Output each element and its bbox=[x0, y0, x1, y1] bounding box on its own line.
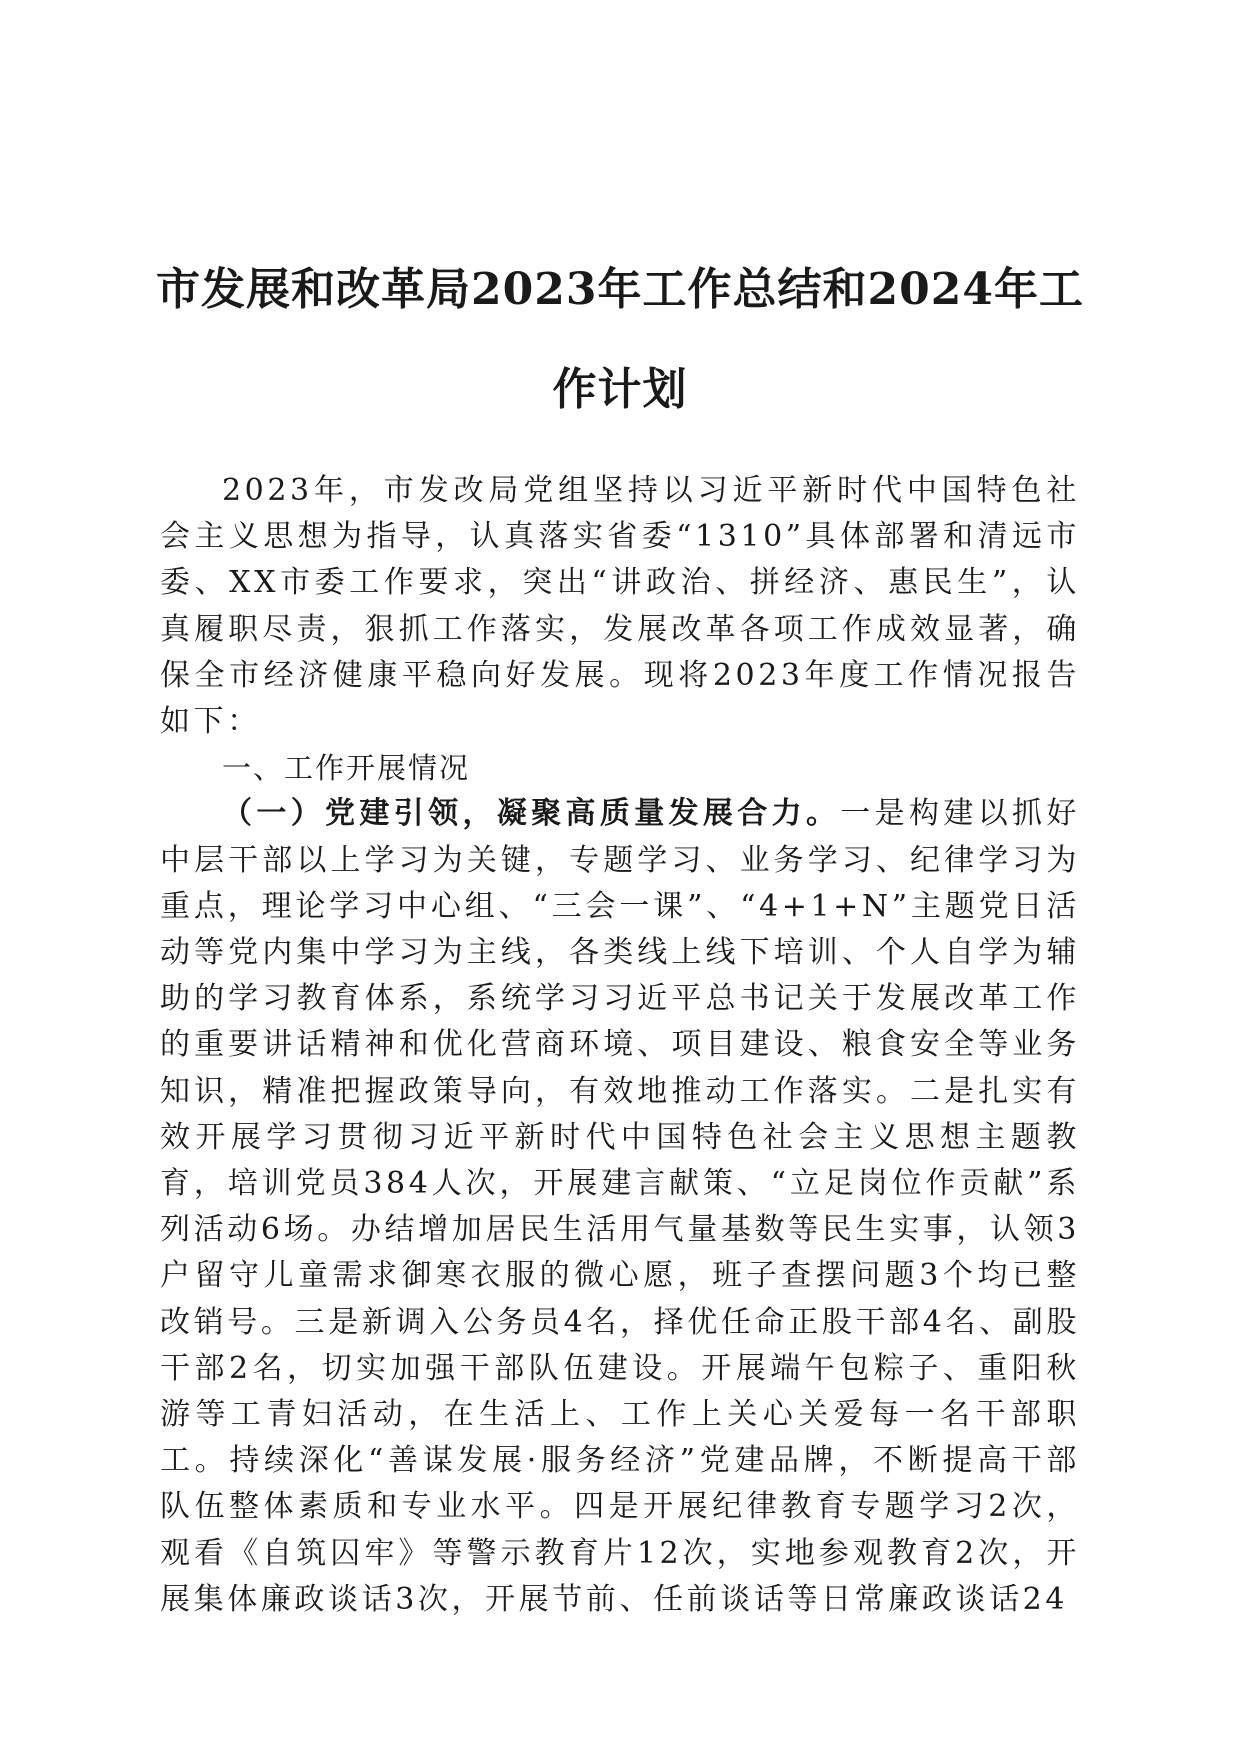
document-body bbox=[160, 468, 1080, 1623]
document-title bbox=[150, 240, 1090, 440]
title-line-2: 作计划 bbox=[552, 364, 688, 415]
sub-section-text: 一是构建以抓好中层干部以上学习为关键，专题学习、业务学习、纪律学习为重点，理论学习中心组、“三会一课”、“4+1+N”主题党日活动等党内集中学习为主线，各类线上线下培训、个人自学为辅助的学习教育体系，系统学习习近平总书记关于发展改革工作的重要讲话精神和优化营商环境、项目建设、粮食安全等业务知识，精准把握政策导向，有效地推动工作落实。二是扎实有效开展学习贯彻习近平新时代中国特色社会主义思想主题教育，培训党员384人次，开展建言献策、“立足岗位作贡献”系列活动6场。办结增加居民生活用气量基数等民生实事，认领3户留守儿童需求御寒衣服的微心愿，班子查摆问题3个均已整改销号。三是新调入公务员4名，择优任命正股干部4名、副股干部2名，切实加强干部队伍建设。开展端午包粽子、重阳秋游等工青妇活动，在生活上、工作上关心关爱每一名干部职工。持续深化“善谋发展·服务经济”党建品牌，不断提高干部队伍整体素质和专业水平。四是开展纪律教育专题学习2次，观看《自筑囚牢》等警示教育片12次，实地参观教育2次，开展集体廉政谈话3次，开展节前、任前谈话等日常廉政谈话24 bbox=[160, 796, 1080, 1617]
section-paragraph bbox=[160, 791, 1080, 1623]
intro-paragraph: 2023年，市发改局党组坚持以习近平新时代中国特色社会主义思想为指导，认真落实省委“1310”具体部署和清远市委、XX市委工作要求，突出“讲政治、拼经济、惠民生”，认真履职尽责，狠抓工作落实，发展改革各项工作成效显著，确保全市经济健康平稳向好发展。现将2023年度工作情况报告如下： bbox=[160, 473, 1080, 740]
sub-heading: （一）党建引领，凝聚高质量发展合力。 bbox=[222, 796, 841, 832]
title-line-1: 市发展和改革局2023年工作总结和2024年工 bbox=[156, 264, 1084, 315]
section-heading: 一、工作开展情况 bbox=[222, 751, 471, 786]
